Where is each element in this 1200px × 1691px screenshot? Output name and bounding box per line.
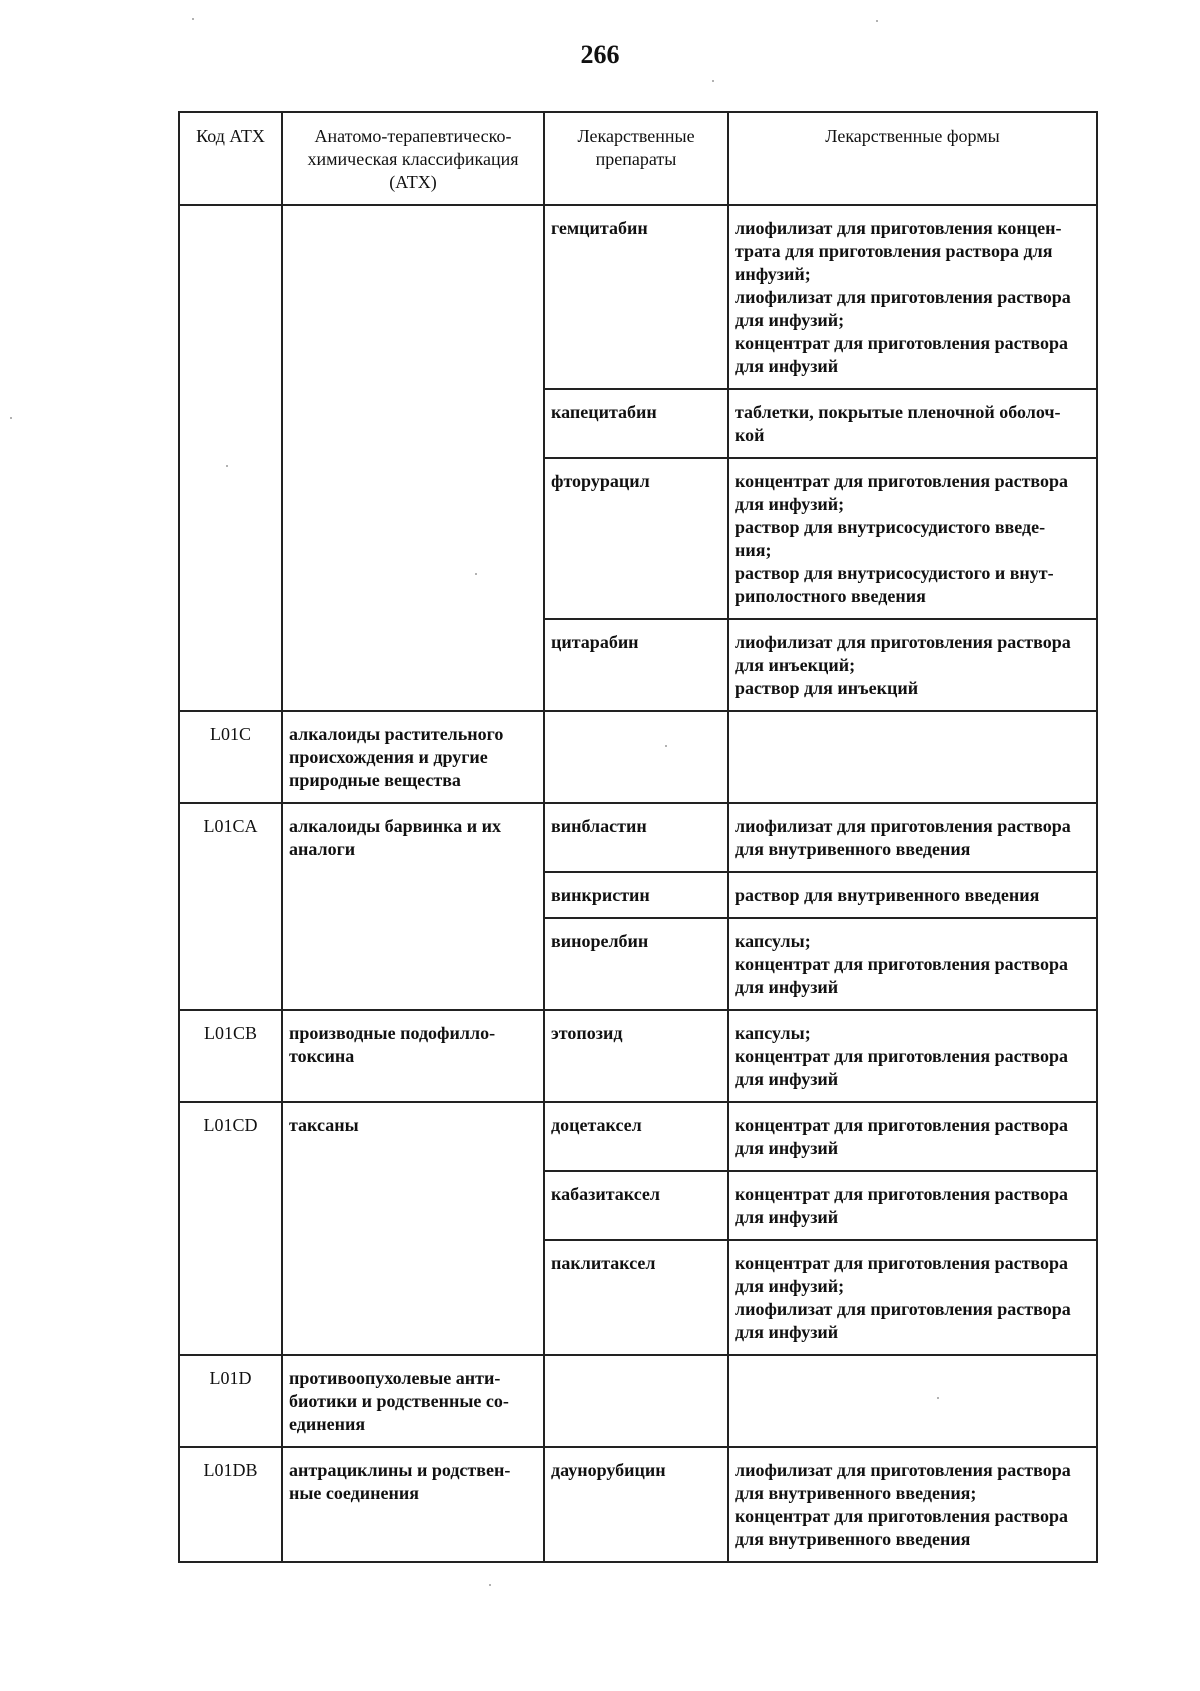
dosage-forms-cell: концентрат для приготовления раствора для инфузий; лиофилизат для приготовления раствора для инфузий [728, 1240, 1097, 1355]
medicine-cell [544, 711, 728, 803]
atc-code-cell: L01D [179, 1355, 282, 1447]
atc-code-cell: L01DB [179, 1447, 282, 1562]
medicine-cell: этопозид [544, 1010, 728, 1102]
scan-speck [665, 745, 667, 747]
dosage-forms-cell [728, 711, 1097, 803]
dosage-forms-cell: лиофилизат для приготовления концен- трата для приготовления раствора для инфузий; лиофилизат для приготовления раствора для инфузий; концентрат для приготовления раствора для инфузий [728, 205, 1097, 389]
scan-speck [10, 417, 12, 419]
scan-speck [876, 20, 878, 22]
medicine-cell: кабазитаксел [544, 1171, 728, 1240]
atc-code-cell [179, 205, 282, 711]
medicine-cell: винкристин [544, 872, 728, 918]
atc-code-cell: L01CB [179, 1010, 282, 1102]
table-row [179, 1102, 1097, 1171]
atc-classification-table [178, 111, 1098, 1563]
dosage-forms-cell: раствор для внутривенного введения [728, 872, 1097, 918]
table-row [179, 1010, 1097, 1102]
atc-group-name-cell: производные подофилло- токсина [282, 1010, 544, 1102]
atc-code-cell: L01C [179, 711, 282, 803]
dosage-forms-cell: капсулы; концентрат для приготовления раствора для инфузий [728, 918, 1097, 1010]
header-medicines: Лекарственные препараты [544, 112, 728, 205]
dosage-forms-cell [728, 1355, 1097, 1447]
dosage-forms-cell: таблетки, покрытые пленочной оболоч- кой [728, 389, 1097, 458]
dosage-forms-cell: концентрат для приготовления раствора для инфузий [728, 1102, 1097, 1171]
table-header [179, 112, 1097, 205]
atc-group-name-cell: противоопухолевые анти- биотики и родственные со- единения [282, 1355, 544, 1447]
header-atc-classification: Анатомо-терапевтическо- химическая классификация (АТХ) [282, 112, 544, 205]
medicine-cell: цитарабин [544, 619, 728, 711]
atc-group-name-cell: алкалоиды растительного происхождения и другие природные вещества [282, 711, 544, 803]
scan-speck [475, 573, 477, 575]
scan-speck [226, 465, 228, 467]
header-dosage-forms: Лекарственные формы [728, 112, 1097, 205]
medicine-cell: гемцитабин [544, 205, 728, 389]
medicine-cell: фторурацил [544, 458, 728, 619]
dosage-forms-cell: капсулы; концентрат для приготовления раствора для инфузий [728, 1010, 1097, 1102]
medicine-cell: даунорубицин [544, 1447, 728, 1562]
table-row [179, 803, 1097, 872]
medicine-cell: винорелбин [544, 918, 728, 1010]
dosage-forms-cell: концентрат для приготовления раствора для инфузий [728, 1171, 1097, 1240]
atc-code-cell: L01CD [179, 1102, 282, 1355]
table-body [179, 205, 1097, 1562]
medicine-cell: капецитабин [544, 389, 728, 458]
dosage-forms-cell: лиофилизат для приготовления раствора для внутривенного введения; концентрат для приготовления раствора для внутривенного введения [728, 1447, 1097, 1562]
table-row [179, 1355, 1097, 1447]
table-row [179, 711, 1097, 803]
scan-speck [937, 1397, 939, 1399]
page-number: 266 [580, 40, 620, 69]
atc-code-cell: L01CA [179, 803, 282, 1010]
scan-speck [489, 1584, 491, 1586]
scan-speck [192, 18, 194, 20]
medicine-cell: паклитаксел [544, 1240, 728, 1355]
header-row [179, 112, 1097, 205]
table-row [179, 205, 1097, 389]
atc-group-name-cell: таксаны [282, 1102, 544, 1355]
atc-group-name-cell: антрациклины и родствен- ные соединения [282, 1447, 544, 1562]
medicine-cell: доцетаксел [544, 1102, 728, 1171]
dosage-forms-cell: концентрат для приготовления раствора для инфузий; раствор для внутрисосудистого введе- ния; раствор для внутрисосудистого и внут- риполостного введения [728, 458, 1097, 619]
scan-speck [712, 80, 714, 82]
dosage-forms-cell: лиофилизат для приготовления раствора для инъекций; раствор для инъекций [728, 619, 1097, 711]
table-row [179, 1447, 1097, 1562]
header-atc-code: Код АТХ [179, 112, 282, 205]
atc-group-name-cell: алкалоиды барвинка и их аналоги [282, 803, 544, 1010]
medicine-cell: винбластин [544, 803, 728, 872]
medicine-cell [544, 1355, 728, 1447]
dosage-forms-cell: лиофилизат для приготовления раствора для внутривенного введения [728, 803, 1097, 872]
atc-group-name-cell [282, 205, 544, 711]
